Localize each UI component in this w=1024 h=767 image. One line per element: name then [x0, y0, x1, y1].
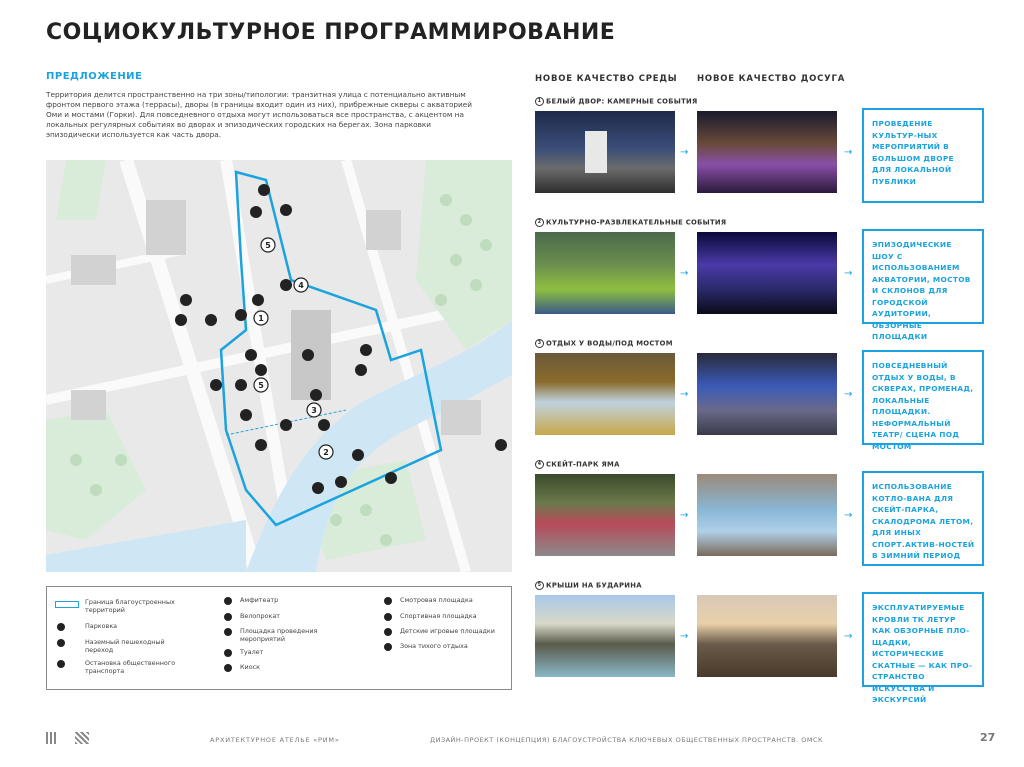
footer-project: ДИЗАЙН-ПРОЕКТ (КОНЦЕПЦИЯ) БЛАГОУСТРОЙСТВА КЛЮЧЕВЫХ ОБЩЕСТВЕННЫХ ПРОСТРАНСТВ. ОМСК: [430, 736, 824, 744]
parking-icon: [57, 623, 65, 631]
photo-river-festival: [535, 232, 675, 314]
arrow-icon: →: [844, 510, 853, 521]
pattern-icon: [75, 732, 89, 744]
column-header-environment: НОВОЕ КАЧЕСТВО СРЕДЫ: [535, 74, 678, 84]
bike-rental-icon: [224, 613, 232, 621]
sports-icon: [384, 613, 392, 621]
photo-white-yard: [535, 111, 675, 193]
church-shape: [585, 131, 607, 173]
page-number: 27: [980, 731, 996, 744]
photo-skate-park: [535, 474, 675, 556]
desc-box: ИСПОЛЬЗОВАНИЕ КОТЛО-ВАНА ДЛЯ СКЕЙТ-ПАРКА, СКАЛОДРОМА ЛЕТОМ, ДЛЯ ИНЫХ СПОРТ.АКТИВ-НОСТЕЙ В ЗИМНИЙ ПЕРИОД: [862, 471, 984, 566]
section-label: 1 БЕЛЫЙ ДВОР: КАМЕРНЫЕ СОБЫТИЯ: [535, 97, 698, 106]
crosswalk-icon: [57, 639, 65, 647]
arrow-icon: →: [844, 389, 853, 400]
map-zone-label: 5: [258, 381, 264, 390]
arrow-icon: →: [680, 268, 689, 279]
section-label: 2 КУЛЬТУРНО-РАЗВЛЕКАТЕЛЬНЫЕ СОБЫТИЯ: [535, 218, 726, 227]
photo-rooftop-park: [535, 595, 675, 677]
arrow-icon: →: [680, 389, 689, 400]
desc-box: ЭПИЗОДИЧЕСКИЕ ШОУ С ИСПОЛЬЗОВАНИЕМ АКВАТОРИИ, МОСТОВ И СКЛОНОВ ДЛЯ ГОРОДСКОЙ АУДИТОРИИ, ОБЗОРНЫЕ ПЛОЩАДКИ: [862, 229, 984, 324]
photo-bridge-stage: [697, 353, 837, 435]
site-map-graphic: [46, 160, 512, 572]
photo-skateboarder: [697, 474, 837, 556]
toilet-icon: [224, 649, 232, 657]
desc-box: ЭКСПЛУАТИРУЕМЫЕ КРОВЛИ ТК ЛЕТУР КАК ОБЗОРНЫЕ ПЛО-ЩАДКИ, ИСТОРИЧЕСКИЕ СКАТНЫЕ — КАК ПРО-СТРАНСТВО ИСКУССТВА И ЭКСКУРСИЙ: [862, 592, 984, 687]
arrow-icon: →: [680, 631, 689, 642]
desc-box: ПОВСЕДНЕВНЫЙ ОТДЫХ У ВОДЫ, В СКВЕРАХ, ПРОМЕНАД, ЛОКАЛЬНЫЕ ПЛОЩАДКИ. НЕФОРМАЛЬНЫЙ ТЕАТР/ СЦЕНА ПОД МОСТОМ: [862, 350, 984, 445]
map-zone-label: 4: [298, 281, 304, 290]
site-map: [46, 160, 512, 572]
arrow-icon: →: [680, 510, 689, 521]
section-label: 5 КРЫШИ НА БУДАРИНА: [535, 581, 642, 590]
photo-night-show: [697, 232, 837, 314]
section-label: 4 СКЕЙТ-ПАРК ЯМА: [535, 460, 620, 469]
logo-icon: [46, 732, 58, 744]
map-zone-label: 3: [311, 406, 317, 415]
arrow-icon: →: [844, 147, 853, 158]
map-zone-label: 5: [265, 241, 271, 250]
proposal-text: Территория делится пространственно на три зоны/типологии: транзитная улица с потенциально активным фронтом первого этажа (террасы), дворы (в границы входит один из них), прибрежные скверы с акваторией Оми и мостами (Горки). Для повседневного отдыха могут использоваться все пространства, с акцентом на локальных регулярных событиях во дворах и эпизодических городских на берегах. Зона парковки эпизодически используется как часть двора.: [46, 90, 473, 139]
map-zone-label: 1: [258, 314, 264, 323]
boundary-line-icon: [55, 601, 79, 608]
photo-under-bridge: [535, 353, 675, 435]
arrow-icon: →: [844, 631, 853, 642]
amphitheater-icon: [224, 597, 232, 605]
footer-studio: АРХИТЕКТУРНОЕ АТЕЛЬЕ «РИМ»: [210, 736, 340, 744]
photo-concert-crowd: [697, 111, 837, 193]
event-area-icon: [224, 628, 232, 636]
playground-icon: [384, 628, 392, 636]
quiet-zone-icon: [384, 643, 392, 651]
column-header-leisure: НОВОЕ КАЧЕСТВО ДОСУГА: [697, 74, 846, 84]
page-title: СОЦИОКУЛЬТУРНОЕ ПРОГРАММИРОВАНИЕ: [46, 20, 616, 45]
viewpoint-icon: [384, 597, 392, 605]
proposal-heading: ПРЕДЛОЖЕНИЕ: [46, 71, 143, 82]
bus-stop-icon: [57, 660, 65, 668]
map-zone-label: 2: [323, 448, 329, 457]
desc-box: ПРОВЕДЕНИЕ КУЛЬТУР-НЫХ МЕРОПРИЯТИЙ В БОЛЬШОМ ДВОРЕ ДЛЯ ЛОКАЛЬНОЙ ПУБЛИКИ: [862, 108, 984, 203]
photo-rooftop-gathering: [697, 595, 837, 677]
arrow-icon: →: [680, 147, 689, 158]
section-label: 3 ОТДЫХ У ВОДЫ/ПОД МОСТОМ: [535, 339, 673, 348]
arrow-icon: →: [844, 268, 853, 279]
map-legend: Граница благоустроенных территорий Парковка Наземный пешеходный переход Остановка общественного транспорта Амфитеатр Велопрокат Площадка проведения мероприятий Туалет Киоск Смотровая площадка Спортивная площадка Детские игровые площадки Зона тихого отдыха: [46, 586, 512, 690]
kiosk-icon: [224, 664, 232, 672]
